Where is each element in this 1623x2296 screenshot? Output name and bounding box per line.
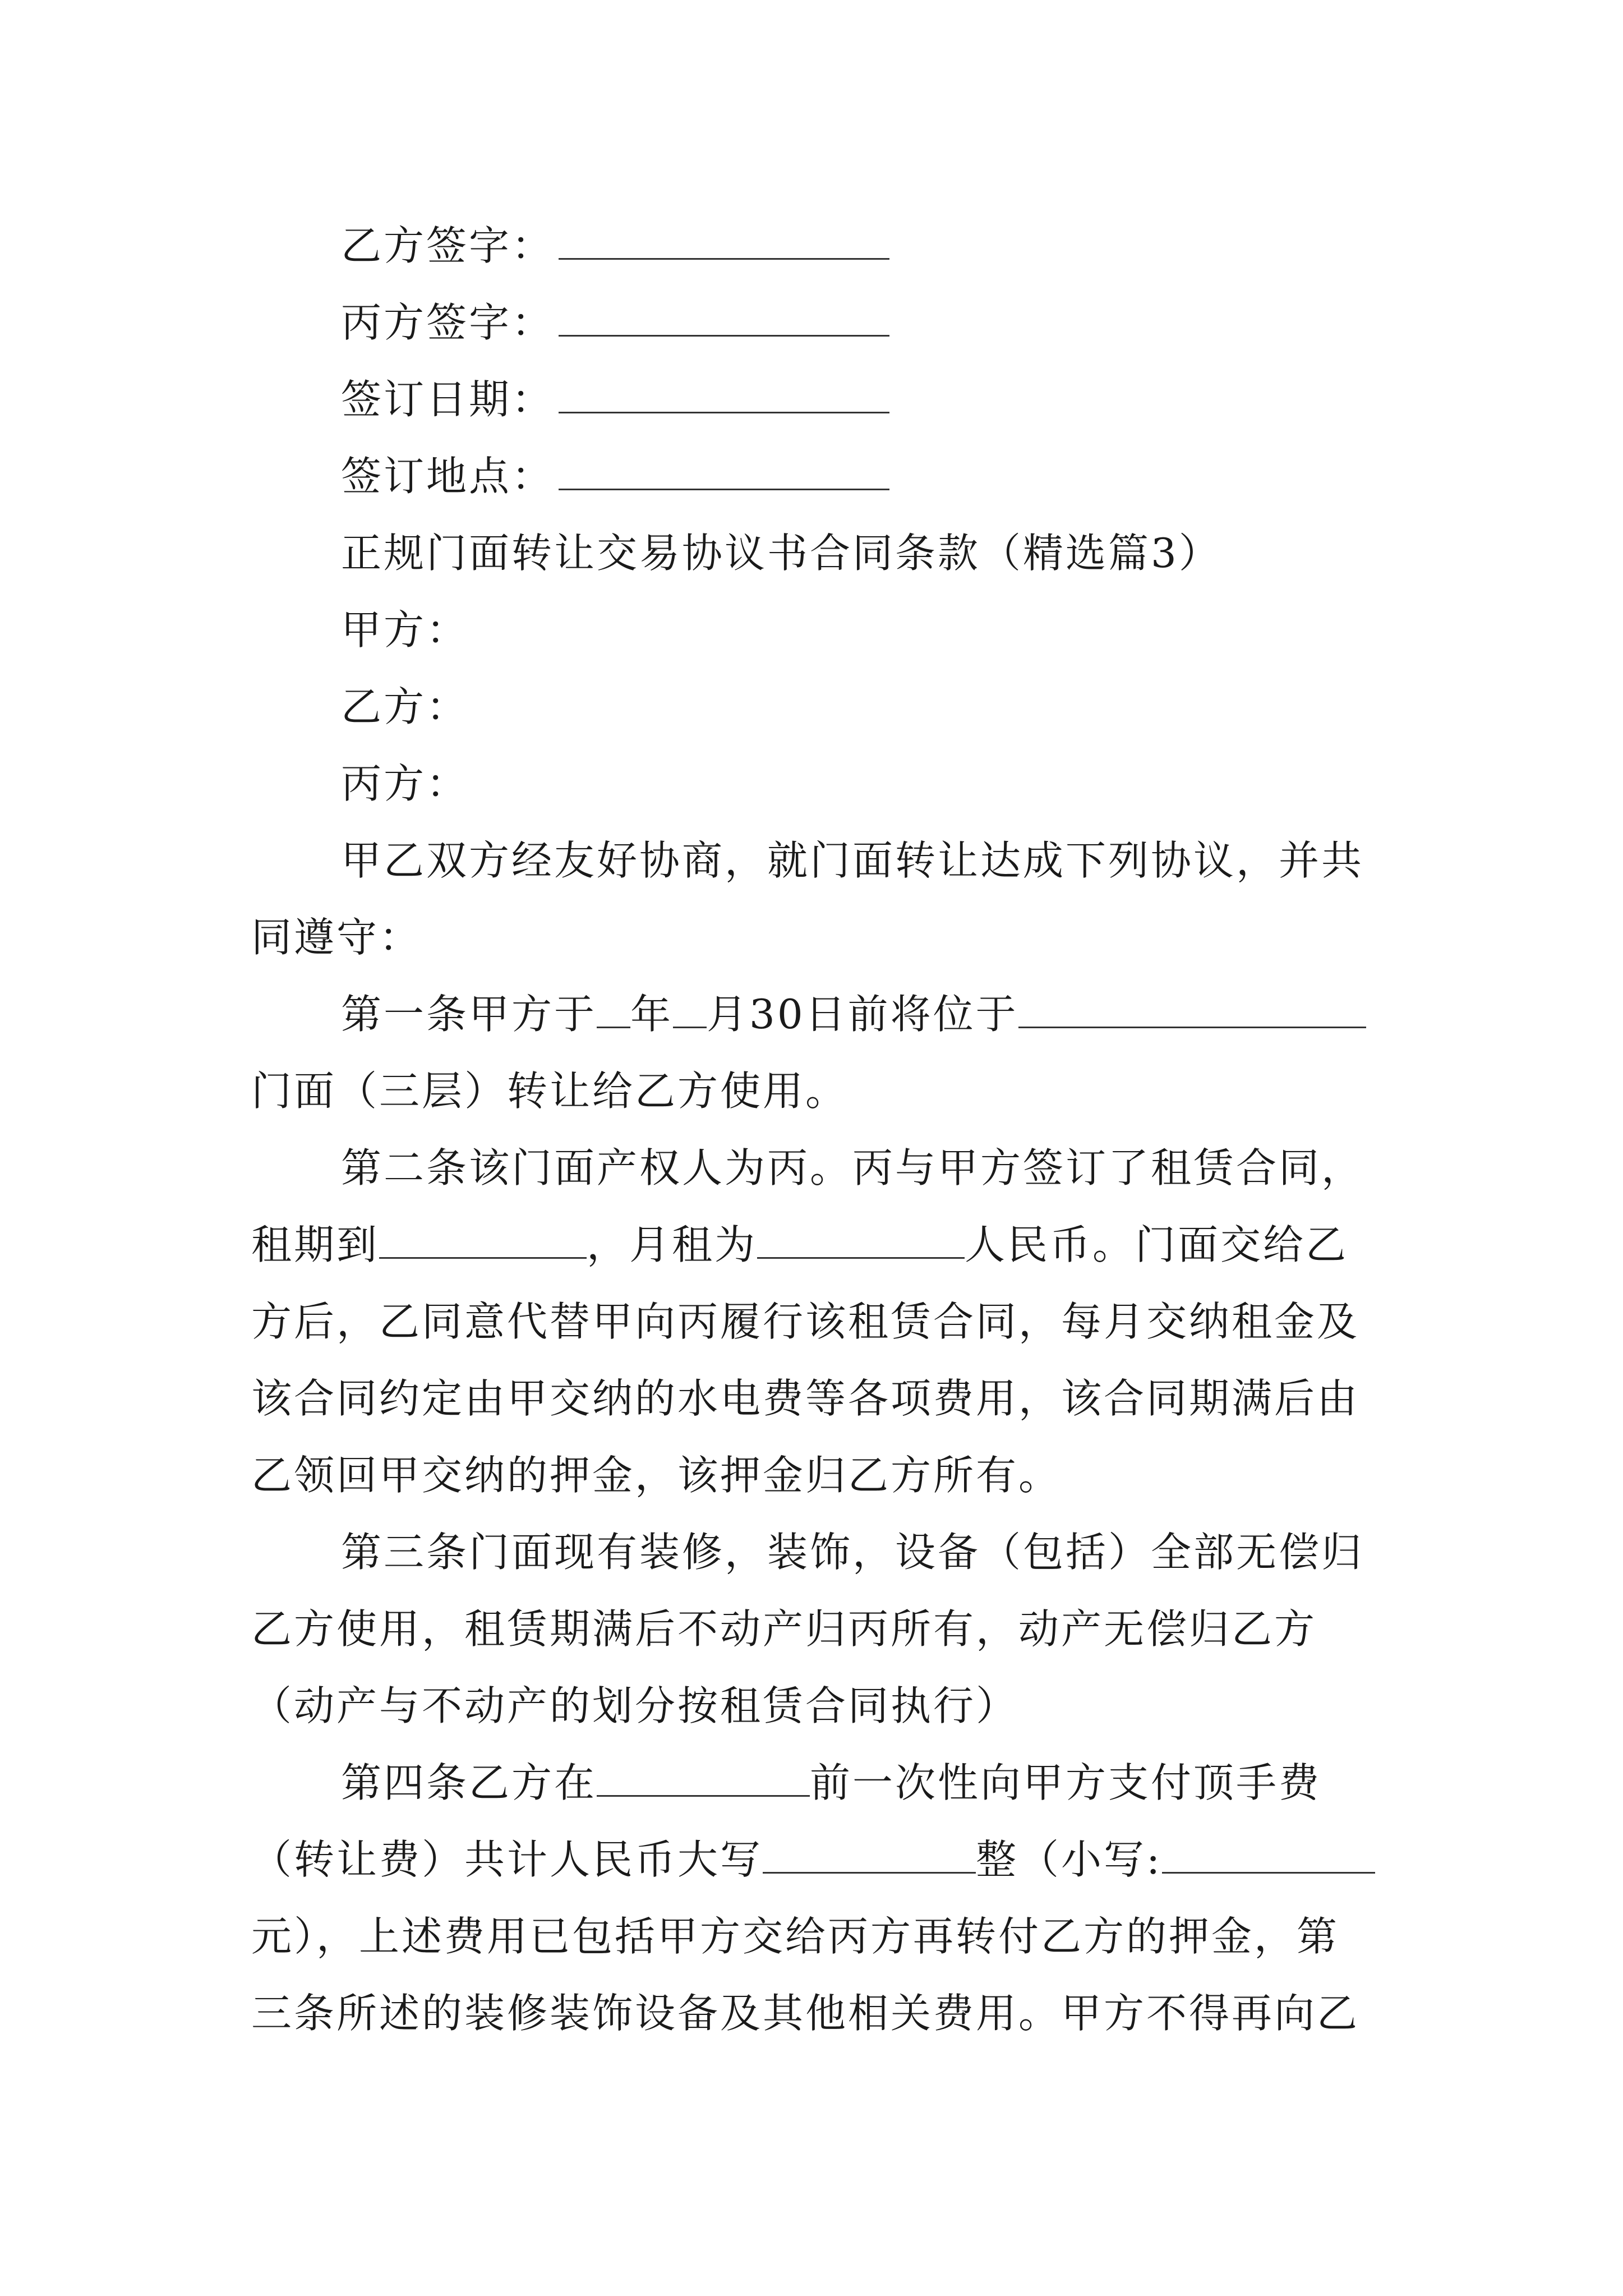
article-4-text: 第四条乙方在 xyxy=(341,1759,597,1806)
article-2-line-3: 方后，乙同意代替甲向丙履行该租赁合同，每月交纳租金及 xyxy=(251,1298,1360,1345)
section-heading: 正规门面转让交易协议书合同条款（精选篇3） xyxy=(341,530,1221,577)
signing-date-blank[interactable] xyxy=(559,372,889,413)
article-2-text: ，月租为 xyxy=(587,1221,758,1268)
article-2-line-1: 第二条该门面产权人为丙。丙与甲方签订了租赁合同， xyxy=(341,1144,1364,1191)
amount-words-blank[interactable] xyxy=(763,1833,976,1874)
article-4-text: 前一次性向甲方支付顶手费 xyxy=(810,1759,1322,1806)
article-2-text: 租期到 xyxy=(251,1221,380,1268)
lease-end-blank[interactable] xyxy=(379,1218,587,1259)
article-2-line-4: 该合同约定由甲交纳的水电费等各项费用，该合同期满后由 xyxy=(251,1375,1360,1422)
article-1-line-1 xyxy=(251,976,1390,1053)
article-1-line-2: 门面（三层）转让给乙方使用。 xyxy=(251,1068,849,1115)
signature-label: 乙方签字： xyxy=(341,222,555,269)
article-3-line-2: 乙方使用，租赁期满后不动产归丙所有，动产无偿归乙方 xyxy=(251,1605,1317,1653)
year-blank[interactable] xyxy=(597,987,630,1028)
location-blank[interactable] xyxy=(1018,987,1366,1028)
article-1-text: 月30日前将位于 xyxy=(707,991,1018,1038)
article-1-text: 年 xyxy=(630,991,674,1038)
amount-figures-blank[interactable] xyxy=(1162,1833,1375,1874)
signature-blank[interactable] xyxy=(559,219,889,260)
signature-blank[interactable] xyxy=(559,296,889,337)
monthly-rent-blank[interactable] xyxy=(757,1218,965,1259)
payment-date-blank[interactable] xyxy=(597,1756,810,1797)
signature-line-party-b xyxy=(251,208,1390,284)
party-b-line: 乙方： xyxy=(341,683,469,730)
signing-date-line xyxy=(251,361,1390,438)
article-3-line-1: 第三条门面现有装修，装饰，设备（包括）全部无偿归 xyxy=(341,1529,1364,1576)
party-a-line: 甲方： xyxy=(341,606,469,654)
article-1-text: 第一条甲方于 xyxy=(341,991,597,1038)
article-2-line-5: 乙领回甲交纳的押金，该押金归乙方所有。 xyxy=(251,1452,1062,1499)
document-body xyxy=(251,208,1390,2052)
article-2-text: 人民币。门面交给乙 xyxy=(965,1221,1349,1268)
article-3-line-3: （动产与不动产的划分按租赁合同执行） xyxy=(251,1682,1019,1729)
signature-label: 丙方签字： xyxy=(341,299,555,346)
article-4-text: 整（小写: xyxy=(976,1836,1163,1883)
article-4-line-3: 元），上述费用已包括甲方交给丙方再转付乙方的押金，第 xyxy=(251,1913,1340,1960)
article-4-line-2 xyxy=(251,1821,1390,1898)
article-4-line-4: 三条所述的装修装饰设备及其他相关费用。甲方不得再向乙 xyxy=(251,1990,1360,2037)
signing-place-line xyxy=(251,438,1390,515)
signing-place-label: 签订地点： xyxy=(341,453,555,500)
article-4-text: （转让费）共计人民币大写 xyxy=(251,1836,763,1883)
party-c-line: 丙方： xyxy=(341,760,469,807)
signing-date-label: 签订日期： xyxy=(341,376,555,423)
article-2-line-2 xyxy=(251,1207,1390,1283)
intro-line-1: 甲乙双方经友好协商，就门面转让达成下列协议，并共 xyxy=(341,837,1364,884)
signature-line-party-c xyxy=(251,284,1390,361)
month-blank[interactable] xyxy=(673,987,707,1028)
article-4-line-1 xyxy=(251,1745,1390,1821)
intro-line-2: 同遵守： xyxy=(251,914,422,961)
signing-place-blank[interactable] xyxy=(559,449,889,490)
